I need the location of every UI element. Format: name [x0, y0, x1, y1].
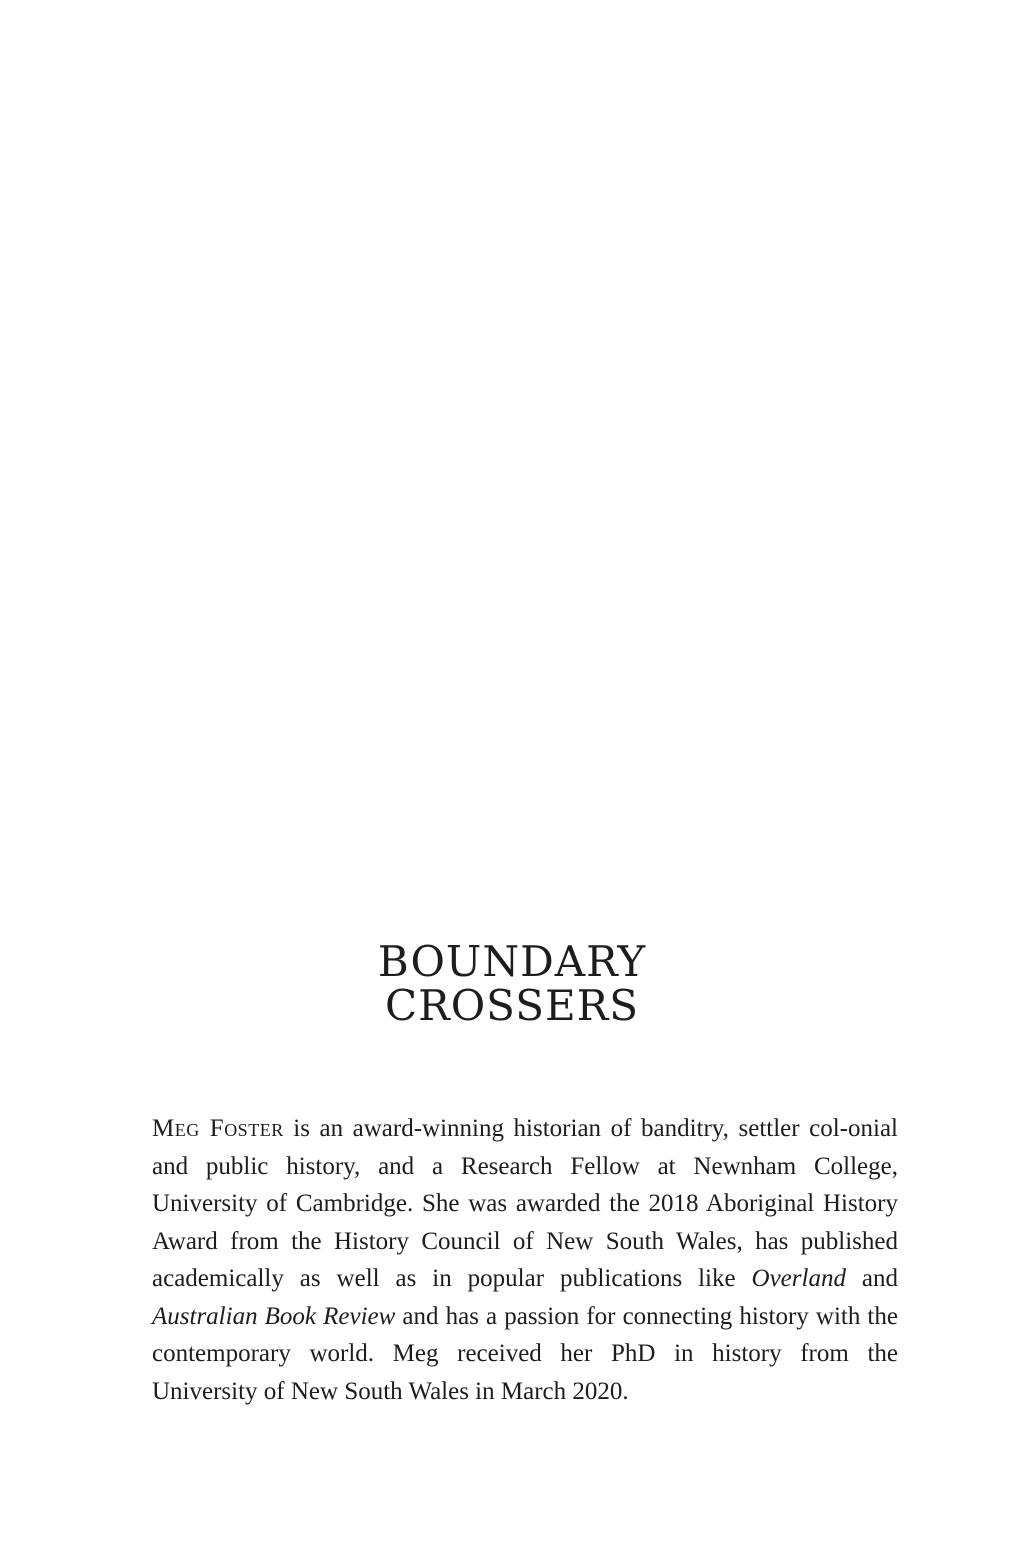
author-bio: [152, 1110, 898, 1410]
bio-text-3: and has a passion for connecting history with the contemporary world. Meg received her PhD in history from the University of New South Wales in March 2020.: [152, 1302, 898, 1405]
publication-australian-book-review: Australian Book Review: [152, 1302, 396, 1330]
book-title-line-2: CROSSERS: [384, 981, 640, 1030]
book-title-line-1: BOUNDARY: [377, 937, 647, 986]
bio-text-2: and: [845, 1265, 898, 1292]
publication-overland: Overland: [751, 1265, 846, 1292]
book-title: [0, 937, 1024, 1030]
author-name: Meg Foster: [152, 1115, 284, 1142]
bio-text-1: is an award-winning historian of banditry, settler col-onial and public history, and a Research Fellow at Newnham College, University of Cambridge. She was awarded the 2018 Aboriginal History Award from the History Council of New South Wales, has published academically as well as in popular publications like: [152, 1115, 898, 1292]
